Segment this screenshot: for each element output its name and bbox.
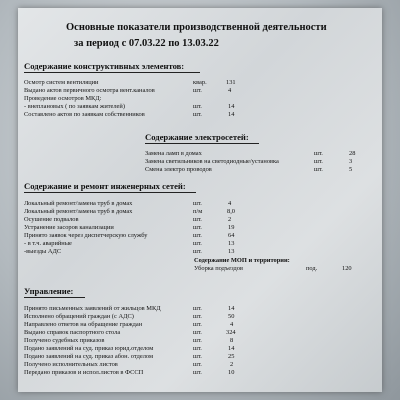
row-unit: шт. <box>193 240 202 247</box>
section-heading-territory: Содержание МОП и территории: <box>194 257 290 264</box>
row-value: 8,0 <box>227 208 235 215</box>
section-heading-constructive: Содержание конструктивных элементов: <box>24 61 185 71</box>
row-value: 4 <box>230 321 234 328</box>
row-unit: шт. <box>193 337 202 344</box>
row-unit: шт. <box>193 305 202 312</box>
row-unit: квар. <box>193 79 207 86</box>
row-value: 5 <box>349 166 353 173</box>
row-name: Локальный ремонт/замена труб в домах <box>24 200 133 207</box>
row-value: 14 <box>228 305 235 312</box>
row-unit: под. <box>306 265 318 272</box>
row-name: Принято письменных заявлений от жильцов МКД <box>24 305 161 312</box>
row-name: Получено исполнительных листов <box>24 361 118 368</box>
row-unit: шт. <box>193 361 202 368</box>
row-name: Смена электро проводов <box>145 166 212 173</box>
row-name: -выезды АДС <box>24 248 62 255</box>
row-unit: шт. <box>193 216 202 223</box>
heading-underline <box>24 72 200 73</box>
row-unit: п/м <box>193 208 203 215</box>
row-value: 64 <box>228 232 235 239</box>
row-unit: шт. <box>193 329 202 336</box>
section-heading-electric: Содержание электросетей: <box>145 132 249 142</box>
row-unit: шт. <box>193 353 202 360</box>
row-name: - в т.ч. аварийные <box>24 240 72 247</box>
row-unit: шт. <box>314 158 323 165</box>
row-value: 3 <box>349 158 353 165</box>
row-value: 14 <box>228 111 235 118</box>
row-name: Составлено актов по заявкам собственников <box>24 111 145 118</box>
row-value: 4 <box>228 87 232 94</box>
row-unit: шт. <box>193 369 202 376</box>
row-name: Локальный ремонт/замена труб в домах <box>24 208 133 215</box>
row-unit: шт. <box>193 103 202 110</box>
row-name: Осмотр систем вентиляции <box>24 79 99 86</box>
report-title-line2: за период с 07.03.22 по 13.03.22 <box>74 38 219 49</box>
row-unit: шт. <box>193 200 202 207</box>
row-name: - внеплановых ( по заявкам жителей) <box>24 103 125 110</box>
row-name: Проведение осмотров МКД: <box>24 95 102 102</box>
row-value: 13 <box>228 240 235 247</box>
row-unit: шт. <box>193 321 202 328</box>
row-name: Выдано актов первичного осмотра вент.каналов <box>24 87 155 94</box>
row-value: 120 <box>342 265 352 272</box>
row-unit: шт. <box>193 232 202 239</box>
row-value: 13 <box>228 248 235 255</box>
row-name: Подано заявлений на суд. приказ абон. отделом <box>24 353 154 360</box>
row-value: 10 <box>228 369 235 376</box>
row-name: Замена ламп в домах <box>145 150 202 157</box>
row-value: 50 <box>228 313 235 320</box>
row-value: 131 <box>226 79 236 86</box>
row-name: Осушение подвалов <box>24 216 79 223</box>
row-unit: шт. <box>193 87 202 94</box>
heading-underline <box>24 192 196 193</box>
row-value: 14 <box>228 103 235 110</box>
row-value: 324 <box>226 329 236 336</box>
heading-underline <box>24 297 85 298</box>
row-value: 2 <box>230 361 234 368</box>
report-title-line1: Основные показатели производственной деятельности <box>66 22 327 33</box>
row-name: Замена светильников на светодиодные/установка <box>145 158 279 165</box>
row-unit: шт. <box>314 150 323 157</box>
row-value: 19 <box>228 224 235 231</box>
heading-underline <box>145 143 259 144</box>
row-value: 4 <box>228 200 232 207</box>
row-name: Подано заявлений на суд. приказ юрид.отделом <box>24 345 154 352</box>
row-name: Получено судебных приказов <box>24 337 105 344</box>
row-unit: шт. <box>193 248 202 255</box>
row-name: Исполнено обращений граждан (с АДС) <box>24 313 134 320</box>
row-name: Направлено ответов на обращение граждан <box>24 321 143 328</box>
section-heading-management: Управление: <box>24 286 74 296</box>
row-name: Передано приказов и испол.листов в ФССП <box>24 369 144 376</box>
row-unit: шт. <box>193 313 202 320</box>
row-name: Выдано справок паспортного стола <box>24 329 121 336</box>
row-value: 2 <box>228 216 232 223</box>
section-heading-engineering: Содержание и ремонт инженерных сетей: <box>24 181 186 191</box>
row-unit: шт. <box>193 111 202 118</box>
row-value: 25 <box>228 353 235 360</box>
row-unit: шт. <box>314 166 323 173</box>
row-unit: шт. <box>193 224 202 231</box>
row-name: Устранение засоров канализации <box>24 224 114 231</box>
row-value: 28 <box>349 150 356 157</box>
row-name: Уборка подъездов <box>194 265 243 272</box>
row-value: 8 <box>230 337 234 344</box>
row-value: 14 <box>228 345 235 352</box>
row-unit: шт. <box>193 345 202 352</box>
row-name: Принято заявок через диспетчерскую службу <box>24 232 148 239</box>
